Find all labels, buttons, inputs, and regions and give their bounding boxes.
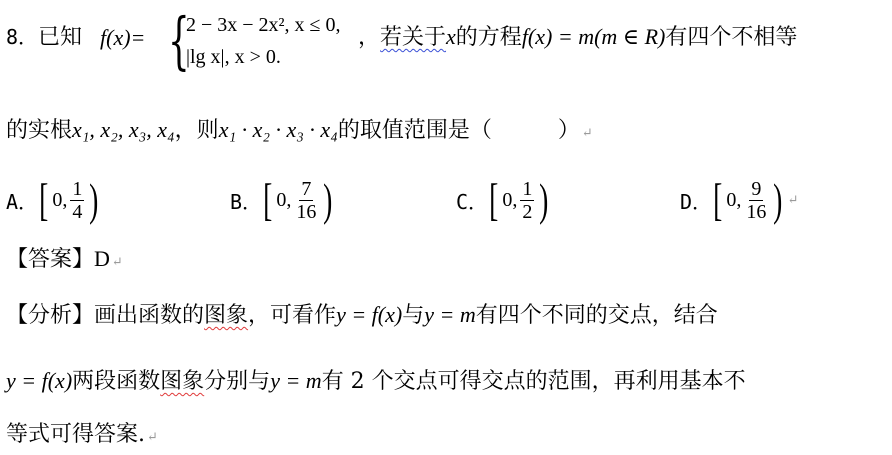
line2-part-a: 的实根 xyxy=(6,118,73,143)
analysis-text: 两段函数 xyxy=(72,369,161,394)
numerator: 9 xyxy=(751,177,762,200)
denominator: 16 xyxy=(296,200,317,223)
left-bracket: [ xyxy=(39,174,49,225)
piece-two: |lg x|, x > 0. xyxy=(186,46,281,68)
option-interval xyxy=(36,168,102,232)
option-interval xyxy=(710,168,799,232)
product-expression: x₁ · x₂ · x₃ · x₄ xyxy=(218,117,338,142)
analysis-text: 分别与 xyxy=(204,369,271,394)
option-interval xyxy=(260,168,336,232)
option-label: D． xyxy=(680,190,713,214)
question-line-1 xyxy=(6,22,82,53)
equation-y-m: y = m xyxy=(270,368,322,393)
denominator: 2 xyxy=(522,200,533,223)
numerator: 1 xyxy=(72,177,83,200)
paragraph-mark: ↵ xyxy=(581,126,593,141)
analysis-line-2 xyxy=(6,366,746,397)
analysis-label: 【分析】 xyxy=(6,303,95,328)
answer-label: 【答案】 xyxy=(6,247,95,272)
line2-part-c: 的取值范围是（ ） xyxy=(337,118,580,143)
paragraph-mark: ↵ xyxy=(111,255,123,270)
numerator: 7 xyxy=(301,177,312,200)
analysis-text: ，可看作 xyxy=(248,303,337,328)
analysis-wavy-term: 图象 xyxy=(204,303,249,328)
paragraph-mark: ↵ xyxy=(147,430,158,445)
fraction xyxy=(294,178,318,223)
option-interval xyxy=(486,168,552,232)
function-lhs: f(x)= xyxy=(100,25,146,50)
left-bracket: [ xyxy=(713,174,723,225)
question-line-2 xyxy=(6,115,593,149)
interval-zero: 0, xyxy=(502,188,518,211)
interval-zero: 0, xyxy=(726,188,742,211)
question-intro: 已知 xyxy=(38,25,83,50)
comma: ， xyxy=(358,25,381,50)
roots: x₁, x₂, x₃, x₄ xyxy=(72,117,175,142)
analysis-wavy-term: 图象 xyxy=(160,369,205,394)
analysis-text: 等式可得答案. xyxy=(6,422,145,447)
piecewise-function xyxy=(100,6,370,76)
analysis-text: 与 xyxy=(402,303,425,328)
analysis-text: 有 2 个交点可得交点的范围，再利用基本不 xyxy=(321,369,746,394)
right-paren: ) xyxy=(773,174,783,225)
numerator: 1 xyxy=(522,177,533,200)
phrase-rest: 的方程 xyxy=(455,25,522,50)
analysis-line-3 xyxy=(6,420,158,453)
analysis-text: 有四个不同的交点，结合 xyxy=(475,303,718,328)
denominator: 16 xyxy=(746,200,767,223)
interval-zero: 0, xyxy=(52,188,68,211)
fraction xyxy=(744,178,768,223)
phrase-tail: 有四个不相等 xyxy=(665,25,798,50)
fraction xyxy=(520,178,534,223)
left-bracket: [ xyxy=(489,174,499,225)
left-brace: { xyxy=(168,4,190,77)
question-number: 8． xyxy=(6,25,39,49)
right-paren: ) xyxy=(323,174,333,225)
option-label: A． xyxy=(6,190,39,214)
interval-zero: 0, xyxy=(276,188,292,211)
option-label: B． xyxy=(230,190,263,214)
fraction xyxy=(70,178,84,223)
question-line-1-tail xyxy=(358,22,797,53)
right-paren: ) xyxy=(539,174,549,225)
equation-y-fx: y = f(x) xyxy=(6,368,73,393)
piece-one: 2 − 3x − 2x², x ≤ 0, xyxy=(186,14,341,36)
equation-y-m: y = m xyxy=(424,302,476,327)
equation-y-fx: y = f(x) xyxy=(336,302,403,327)
option-label: C． xyxy=(456,190,489,214)
equation: f(x) = m(m ∈ R) xyxy=(521,24,666,49)
analysis-text: 画出函数的 xyxy=(94,303,205,328)
paragraph-mark: ↵ xyxy=(787,192,799,208)
phrase-wavy-underlined: 若关于 xyxy=(380,25,447,50)
analysis-line-1 xyxy=(6,300,718,331)
variable-x: x xyxy=(446,24,456,49)
answer-line xyxy=(6,244,123,278)
left-bracket: [ xyxy=(263,174,273,225)
answer-value: D xyxy=(94,246,110,271)
right-paren: ) xyxy=(89,174,99,225)
denominator: 4 xyxy=(72,200,83,223)
line2-part-b: ，则 xyxy=(174,118,219,143)
